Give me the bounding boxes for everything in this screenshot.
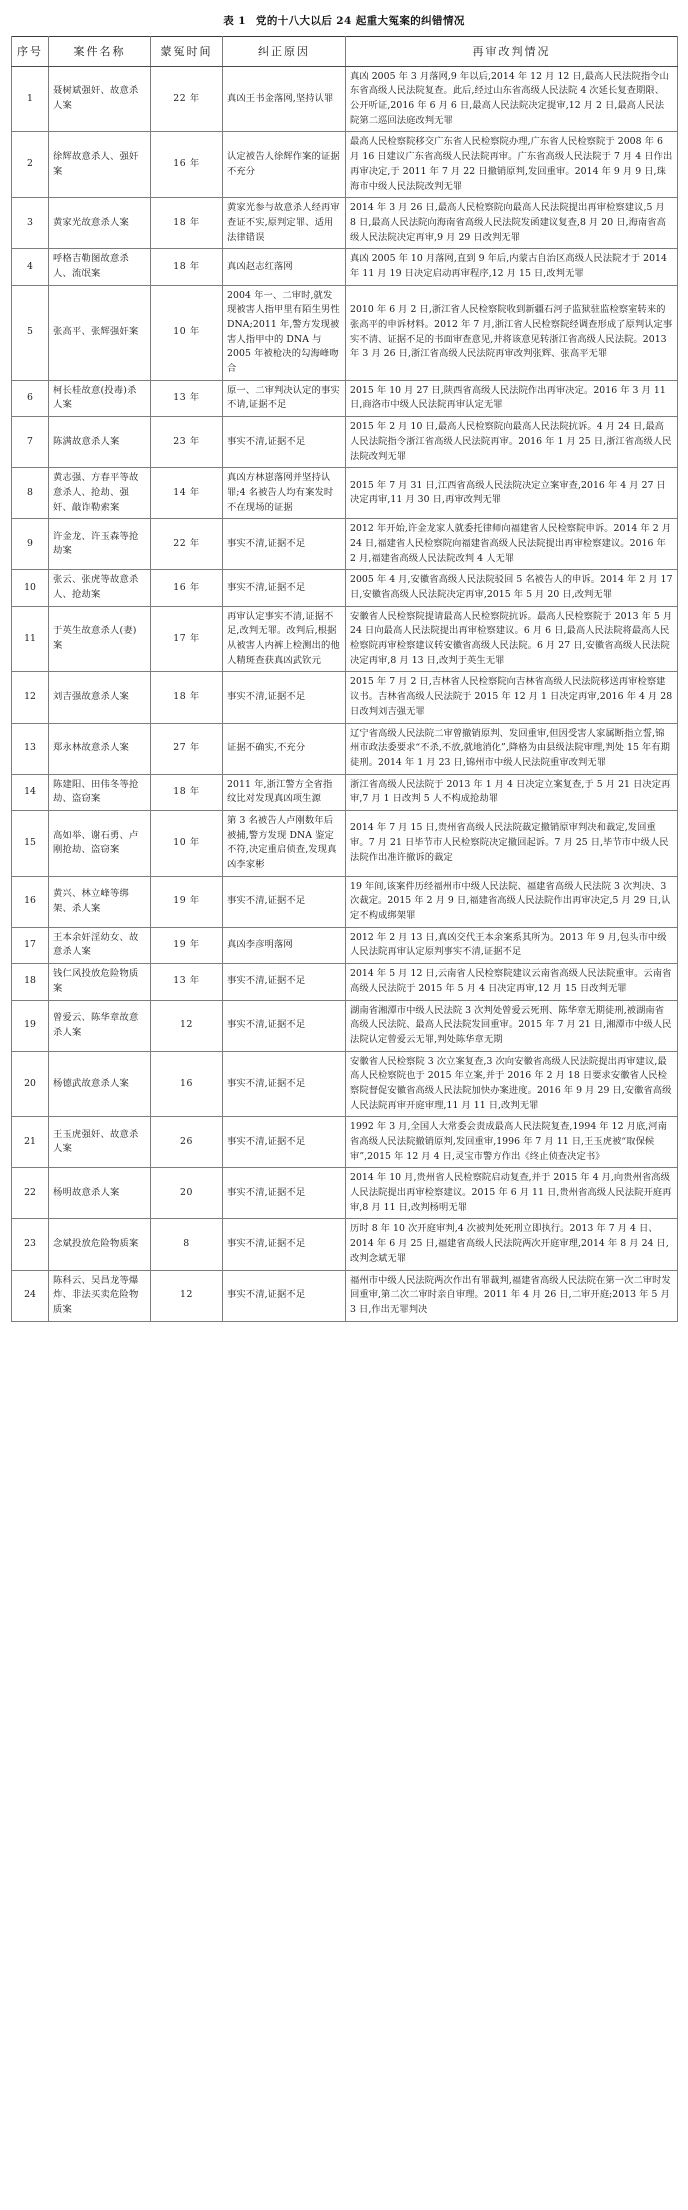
table-row	[12, 285, 678, 380]
table-row	[12, 468, 678, 519]
table-row	[12, 876, 678, 927]
table-cell-index: 5	[12, 285, 49, 380]
table-cell-years: 20	[151, 1168, 223, 1219]
table-cell-case-name: 郑永林故意杀人案	[49, 723, 151, 774]
table-row	[12, 417, 678, 468]
table-cell-case-name: 刘吉强故意杀人案	[49, 672, 151, 723]
column-header-name: 案件名称	[49, 36, 151, 66]
table-cell-case-name: 陈建阳、田伟冬等抢劫、盗窃案	[49, 774, 151, 810]
table-cell-years: 17 年	[151, 606, 223, 672]
table-cell-case-name: 陈科云、吴昌龙等爆炸、非法买卖危险物质案	[49, 1270, 151, 1321]
table-cell-index: 10	[12, 570, 49, 606]
table-cell-years: 18 年	[151, 249, 223, 285]
table-cell-retrial: 2014 年 3 月 26 日,最高人民检察院向最高人民法院提出再审检察建议,5 月 8 日,最高人民法院向海南省高级人民法院发函建议复查,8 月 20 日,海南省高级人民法院决定再审,9 月 29 日改判无罪	[346, 198, 678, 249]
table-cell-case-name: 陈满故意杀人案	[49, 417, 151, 468]
table-cell-index: 24	[12, 1270, 49, 1321]
table-cell-index: 19	[12, 1000, 49, 1051]
table-cell-retrial: 安徽省人民检察院 3 次立案复查,3 次向安徽省高级人民法院提出再审建议,最高人民检察院也于 2015 年立案,并于 2016 年 2 月 18 日要求安徽省人民检察院督促安徽省高级人民法院加快办案进度。2016 年 9 月 29 日,安徽省高级人民法院再审开庭审理,11 月 11 日,改判无罪	[346, 1051, 678, 1117]
table-cell-reason: 2004 年一、二审时,就发现被害人指甲里有陌生男性 DNA;2011 年,警方发现被害人指甲中的 DNA 与 2005 年被枪决的勾海峰吻合	[223, 285, 346, 380]
table-cell-retrial: 安徽省人民检察院提请最高人民检察院抗诉。最高人民检察院于 2013 年 5 月 24 日向最高人民法院提出再审检察建议。6 月 6 日,最高人民法院将最高人民检察院再审检察建议转安徽省高级人民法院。6 月 27 日,安徽省高级人民法院决定再审,8 月 13 日,改判于英生无罪	[346, 606, 678, 672]
table-cell-retrial: 最高人民检察院移交广东省人民检察院办理,广东省人民检察院于 2008 年 6 月 16 日建议广东省高级人民法院再审。广东省高级人民法院于 7 月 4 日作出再审决定,于 2011 年 7 月 22 日撤销原判,发回重审。2014 年 9 月 9 日,珠海市中级人民法院改判无罪	[346, 132, 678, 198]
table-cell-retrial: 2015 年 7 月 31 日,江西省高级人民法院决定立案审查,2016 年 4 月 27 日决定再审,11 月 30 日,再审改判无罪	[346, 468, 678, 519]
table-cell-reason: 事实不清,证据不足	[223, 519, 346, 570]
table-cell-retrial: 19 年间,该案件历经福州市中级人民法院、福建省高级人民法院 3 次判决、3 次裁定。2015 年 2 月 9 日,福建省高级人民法院作出再审决定,5 月 29 日,认定不构成绑架罪	[346, 876, 678, 927]
table-caption-number: 表 1	[223, 15, 246, 27]
table-cell-index: 20	[12, 1051, 49, 1117]
table-cell-index: 17	[12, 927, 49, 963]
table-cell-reason: 黄家光参与故意杀人经再审查证不实,原判定罪、适用法律错误	[223, 198, 346, 249]
table-row	[12, 570, 678, 606]
table-row	[12, 249, 678, 285]
table-cell-reason: 事实不清,证据不足	[223, 1117, 346, 1168]
table-cell-retrial: 2005 年 4 月,安徽省高级人民法院驳回 5 名被告人的申诉。2014 年 2 月 17 日,安徽省高级人民法院决定再审,2015 年 5 月 20 日,改判无罪	[346, 570, 678, 606]
table-cell-years: 13 年	[151, 964, 223, 1000]
column-header-index: 序号	[12, 36, 49, 66]
table-cell-retrial: 2014 年 5 月 12 日,云南省人民检察院建议云南省高级人民法院重审。云南省高级人民法院于 2015 年 5 月 4 日决定再审,12 月 15 日改判无罪	[346, 964, 678, 1000]
table-cell-reason: 事实不清,证据不足	[223, 1168, 346, 1219]
table-cell-case-name: 黄志强、方春平等故意杀人、抢劫、强奸、敲诈勒索案	[49, 468, 151, 519]
table-cell-reason: 真凶赵志红落网	[223, 249, 346, 285]
table-cell-retrial: 辽宁省高级人民法院二审曾撤销原判、发回重审,但因受害人家属断指立誓,锦州市政法委要求“不杀,不放,就地消化”,降格为由县级法院审理,判处 15 年有期徒刑。2014 年 1 月 23 日,锦州市中级人民法院重审改判无罪	[346, 723, 678, 774]
table-cell-years: 8	[151, 1219, 223, 1270]
table-cell-reason: 再审认定事实不清,证据不足,改判无罪。改判后,根据从被害人内裤上检测出的他人精斑查获真凶武钦元	[223, 606, 346, 672]
table-cell-years: 14 年	[151, 468, 223, 519]
table-cell-reason: 事实不清,证据不足	[223, 1051, 346, 1117]
table-row	[12, 198, 678, 249]
table-cell-reason: 真凶李彦明落网	[223, 927, 346, 963]
table-cell-case-name: 张高平、张辉强奸案	[49, 285, 151, 380]
table-cell-index: 8	[12, 468, 49, 519]
table-cell-reason: 证据不确实,不充分	[223, 723, 346, 774]
table-cell-index: 21	[12, 1117, 49, 1168]
table-header-row	[12, 36, 678, 66]
table-cell-retrial: 1992 年 3 月,全国人大常委会责成最高人民法院复查,1994 年 12 月底,河南省高级人民法院撤销原判,发回重审,1996 年 7 月 11 日,王玉虎被“取保候审”,2015 年 12 月 4 日,灵宝市警方作出《终止侦查决定书》	[346, 1117, 678, 1168]
column-header-years: 蒙冤时间	[151, 36, 223, 66]
table-cell-index: 23	[12, 1219, 49, 1270]
table-cell-years: 27 年	[151, 723, 223, 774]
table-cell-retrial: 2015 年 7 月 2 日,吉林省人民检察院向吉林省高级人民法院移送再审检察建议书。吉林省高级人民法院于 2015 年 12 月 1 日决定再审,2016 年 4 月 28 日改判刘吉强无罪	[346, 672, 678, 723]
table-cell-case-name: 曾爱云、陈华章故意杀人案	[49, 1000, 151, 1051]
table-cell-retrial: 真凶 2005 年 10 月落网,直到 9 年后,内蒙古自治区高级人民法院才于 2014 年 11 月 19 日决定启动再审程序,12 月 15 日,改判无罪	[346, 249, 678, 285]
table-row	[12, 672, 678, 723]
table-cell-case-name: 许金龙、许玉森等抢劫案	[49, 519, 151, 570]
table-cell-case-name: 高如举、谢石勇、卢刚抢劫、盗窃案	[49, 810, 151, 876]
table-cell-case-name: 杨德武故意杀人案	[49, 1051, 151, 1117]
table-cell-years: 10 年	[151, 285, 223, 380]
table-row	[12, 380, 678, 416]
table-cell-case-name: 柯长桂故意(投毒)杀人案	[49, 380, 151, 416]
table-cell-years: 12	[151, 1270, 223, 1321]
table-cell-index: 11	[12, 606, 49, 672]
table-cell-index: 14	[12, 774, 49, 810]
table-cell-retrial: 2012 年 2 月 13 日,真凶交代王本余案系其所为。2013 年 9 月,包头市中级人民法院再审认定原判事实不清,证据不足	[346, 927, 678, 963]
table-cell-retrial: 福州市中级人民法院两次作出有罪裁判,福建省高级人民法院在第一次二审时发回重审,第二次二审时亲自审理。2011 年 4 月 26 日,二审开庭;2013 年 5 月 3 日,作出无罪判决	[346, 1270, 678, 1321]
table-cell-retrial: 湖南省湘潭市中级人民法院 3 次判处曾爱云死刑、陈华章无期徒刑,被湖南省高级人民法院、最高人民法院发回重审。2015 年 7 月 21 日,湘潭市中级人民法院认定曾爱云无罪,判处陈华章无期	[346, 1000, 678, 1051]
table-cell-reason: 2011 年,浙江警方全省指纹比对发现真凶项生源	[223, 774, 346, 810]
table-cell-index: 18	[12, 964, 49, 1000]
table-cell-reason: 事实不清,证据不足	[223, 876, 346, 927]
table-row	[12, 964, 678, 1000]
table-cell-index: 3	[12, 198, 49, 249]
table-row	[12, 1051, 678, 1117]
table-cell-case-name: 王本余奸淫幼女、故意杀人案	[49, 927, 151, 963]
table-cell-retrial: 2015 年 2 月 10 日,最高人民检察院向最高人民法院抗诉。4 月 24 日,最高人民法院指令浙江省高级人民法院再审。2016 年 1 月 25 日,浙江省高级人民法院改判无罪	[346, 417, 678, 468]
table-cell-retrial: 真凶 2005 年 3 月落网,9 年以后,2014 年 12 月 12 日,最高人民法院指令山东省高级人民法院复查。此后,经过山东省高级人民法院 4 次延长复查期限、公开听证,2016 年 6 月 6 日,最高人民法院决定提审,12 月 2 日,最高人民法院第二巡回法庭改判无罪	[346, 66, 678, 132]
table-row	[12, 66, 678, 132]
table-cell-reason: 事实不清,证据不足	[223, 672, 346, 723]
table-cell-index: 2	[12, 132, 49, 198]
table-row	[12, 927, 678, 963]
table-cell-years: 13 年	[151, 380, 223, 416]
table-cell-years: 18 年	[151, 198, 223, 249]
table-row	[12, 519, 678, 570]
table-body	[12, 66, 678, 1321]
table-row	[12, 1270, 678, 1321]
table-caption-title: 党的十八大以后 24 起重大冤案的纠错情况	[255, 15, 465, 27]
table-cell-case-name: 于英生故意杀人(妻)案	[49, 606, 151, 672]
table-cell-retrial: 历时 8 年 10 次开庭审判,4 次被判处死刑立即执行。2013 年 7 月 4 日、2014 年 6 月 25 日,福建省高级人民法院两次开庭审理,2014 年 8 月 24 日,改判念斌无罪	[346, 1219, 678, 1270]
table-cell-reason: 事实不清,证据不足	[223, 1219, 346, 1270]
table-caption	[11, 14, 677, 29]
table-cell-reason: 认定被告人徐辉作案的证据不充分	[223, 132, 346, 198]
table-cell-retrial: 2014 年 10 月,贵州省人民检察院启动复查,并于 2015 年 4 月,向贵州省高级人民法院提出再审检察建议。2015 年 6 月 11 日,贵州省高级人民法院开庭再审,8 月 11 日,改判杨明无罪	[346, 1168, 678, 1219]
table-row	[12, 1000, 678, 1051]
column-header-retrial: 再审改判情况	[346, 36, 678, 66]
table-row	[12, 606, 678, 672]
table-cell-reason: 事实不清,证据不足	[223, 1270, 346, 1321]
table-cell-years: 12	[151, 1000, 223, 1051]
table-cell-years: 16 年	[151, 570, 223, 606]
table-cell-case-name: 杨明故意杀人案	[49, 1168, 151, 1219]
table-header	[12, 36, 678, 66]
table-cell-years: 19 年	[151, 876, 223, 927]
table-cell-years: 16	[151, 1051, 223, 1117]
table-row	[12, 1117, 678, 1168]
table-cell-reason: 真凶王书金落网,坚持认罪	[223, 66, 346, 132]
table-cell-retrial: 2015 年 10 月 27 日,陕西省高级人民法院作出再审决定。2016 年 3 月 11 日,商洛市中级人民法院再审认定无罪	[346, 380, 678, 416]
table-cell-case-name: 徐辉故意杀人、强奸案	[49, 132, 151, 198]
table-cell-reason: 事实不清,证据不足	[223, 417, 346, 468]
table-row	[12, 1219, 678, 1270]
table-cell-case-name: 聂树斌强奸、故意杀人案	[49, 66, 151, 132]
table-row	[12, 723, 678, 774]
table-cell-retrial: 2010 年 6 月 2 日,浙江省人民检察院收到新疆石河子监狱驻监检察室转来的张高平的申诉材料。2012 年 7 月,浙江省人民检察院经调查形成了原判认定事实不清、证据不足的书面审查意见,并将该意见转浙江省高级人民法院。2013 年 3 月 26 日,浙江省高级人民法院再审改判张辉、张高平无罪	[346, 285, 678, 380]
table-cell-reason: 事实不清,证据不足	[223, 1000, 346, 1051]
table-cell-reason: 真凶方林崽落网并坚持认罪;4 名被告人均有案发时不在现场的证据	[223, 468, 346, 519]
table-row	[12, 1168, 678, 1219]
table-cell-index: 4	[12, 249, 49, 285]
table-cell-index: 22	[12, 1168, 49, 1219]
table-cell-index: 16	[12, 876, 49, 927]
table-cell-reason: 第 3 名被告人卢刚数年后被捕,警方发现 DNA 鉴定不符,决定重启侦查,发现真凶李家彬	[223, 810, 346, 876]
cases-table	[11, 36, 678, 1322]
table-cell-index: 12	[12, 672, 49, 723]
table-cell-case-name: 黄兴、林立峰等绑架、杀人案	[49, 876, 151, 927]
table-cell-years: 26	[151, 1117, 223, 1168]
table-cell-case-name: 钱仁风投放危险物质案	[49, 964, 151, 1000]
table-cell-years: 23 年	[151, 417, 223, 468]
table-cell-index: 6	[12, 380, 49, 416]
table-row	[12, 810, 678, 876]
table-cell-retrial: 2014 年 7 月 15 日,贵州省高级人民法院裁定撤销原审判决和裁定,发回重审。7 月 21 日毕节市人民检察院决定撤回起诉。7 月 25 日,毕节市中级人民法院作出准许撤诉的裁定	[346, 810, 678, 876]
table-cell-years: 22 年	[151, 66, 223, 132]
table-cell-index: 1	[12, 66, 49, 132]
table-cell-reason: 事实不清,证据不足	[223, 570, 346, 606]
table-cell-case-name: 王玉虎强奸、故意杀人案	[49, 1117, 151, 1168]
table-cell-case-name: 黄家光故意杀人案	[49, 198, 151, 249]
table-cell-retrial: 2012 年开始,许金龙家人就委托律师向福建省人民检察院申诉。2014 年 2 月 24 日,福建省人民检察院向福建省高级人民法院提出再审检察建议。2016 年 2 月,福建省高级人民法院改判 4 人无罪	[346, 519, 678, 570]
table-cell-index: 15	[12, 810, 49, 876]
table-cell-case-name: 张云、张虎等故意杀人、抢劫案	[49, 570, 151, 606]
table-cell-retrial: 浙江省高级人民法院于 2013 年 1 月 4 日决定立案复查,于 5 月 21 日决定再审,7 月 1 日改判 5 人不构成抢劫罪	[346, 774, 678, 810]
table-cell-index: 13	[12, 723, 49, 774]
table-row	[12, 132, 678, 198]
table-cell-years: 18 年	[151, 672, 223, 723]
table-cell-index: 7	[12, 417, 49, 468]
table-row	[12, 774, 678, 810]
table-cell-years: 19 年	[151, 927, 223, 963]
table-cell-years: 10 年	[151, 810, 223, 876]
table-cell-years: 16 年	[151, 132, 223, 198]
table-cell-index: 9	[12, 519, 49, 570]
table-cell-years: 22 年	[151, 519, 223, 570]
table-cell-reason: 原一、二审判决认定的事实不请,证据不足	[223, 380, 346, 416]
table-cell-years: 18 年	[151, 774, 223, 810]
table-cell-reason: 事实不清,证据不足	[223, 964, 346, 1000]
column-header-reason: 纠正原因	[223, 36, 346, 66]
table-cell-case-name: 呼格吉勒图故意杀人、流氓案	[49, 249, 151, 285]
table-cell-case-name: 念斌投放危险物质案	[49, 1219, 151, 1270]
